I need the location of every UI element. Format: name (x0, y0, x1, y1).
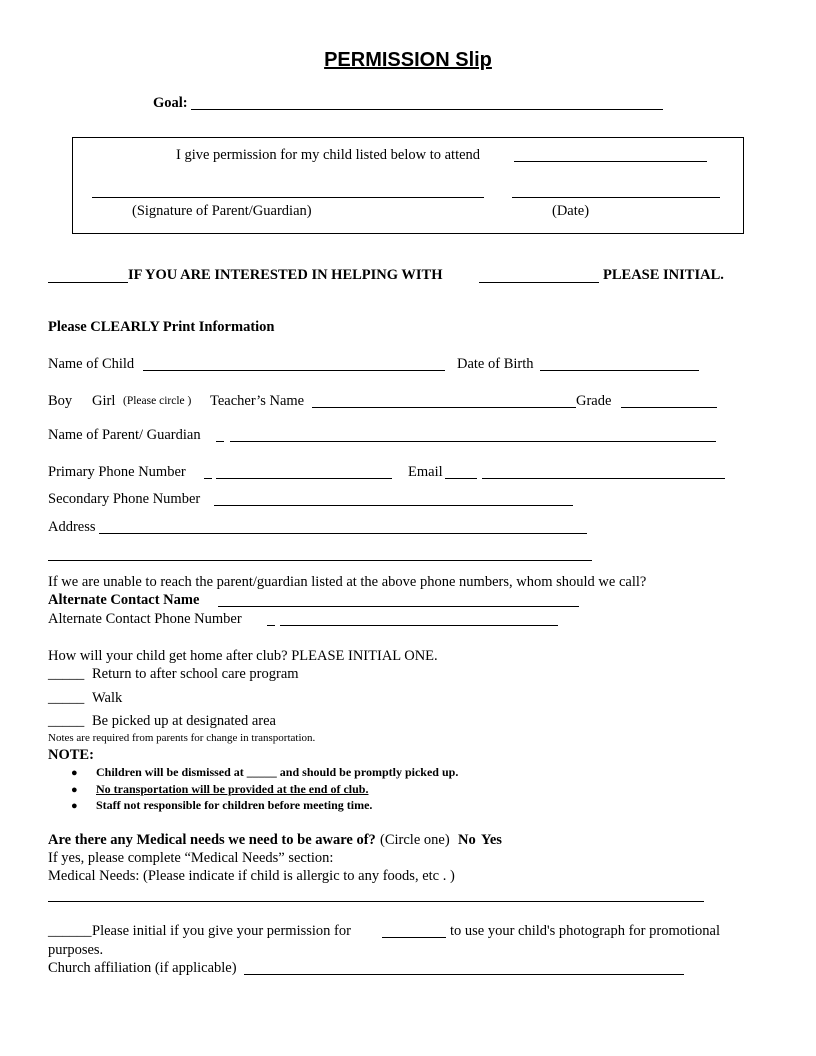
note-bullet-1: Children will be dismissed at _____ and should be promptly picked up. (96, 765, 459, 779)
medical-circle-one: (Circle one) (380, 832, 450, 848)
grade-field[interactable] (621, 407, 717, 408)
parent-name-field-start (216, 441, 224, 442)
alternate-phone-field[interactable] (280, 625, 558, 626)
email-field[interactable] (482, 478, 725, 479)
note-bullet-2: No transportation will be provided at the end of club. (96, 782, 369, 796)
child-name-label: Name of Child (48, 356, 135, 372)
goal-field[interactable] (191, 109, 663, 110)
bullet-icon: ● (71, 784, 78, 796)
parent-name-field[interactable] (230, 441, 716, 442)
primary-phone-field[interactable] (216, 478, 392, 479)
print-heading: Please CLEARLY Print Information (48, 319, 275, 335)
email-label: Email (408, 464, 443, 480)
transport-option-1-blank[interactable]: _____ (48, 666, 85, 682)
medical-no-option[interactable]: No (458, 832, 476, 848)
interest-initial-field[interactable] (48, 282, 128, 283)
medical-yes-option[interactable]: Yes (481, 832, 502, 848)
alternate-phone-label: Alternate Contact Phone Number (48, 611, 242, 627)
grade-label: Grade (576, 393, 612, 409)
dob-label: Date of Birth (457, 356, 534, 372)
event-field[interactable] (514, 161, 707, 162)
signature-label: (Signature of Parent/Guardian) (132, 203, 312, 219)
teacher-field[interactable] (312, 407, 576, 408)
date-field[interactable] (512, 197, 720, 198)
interest-activity-field[interactable] (479, 282, 599, 283)
photo-text-1: Please initial if you give your permission for (92, 923, 351, 939)
email-field-start (445, 478, 477, 479)
church-field[interactable] (244, 974, 684, 975)
secondary-phone-label: Secondary Phone Number (48, 491, 201, 507)
secondary-phone-field[interactable] (214, 505, 573, 506)
alternate-question: If we are unable to reach the parent/guardian listed at the above phone numbers, whom should we call? (48, 574, 647, 590)
child-name-field[interactable] (143, 370, 445, 371)
transport-option-2-blank[interactable]: _____ (48, 690, 85, 706)
medical-question: Are there any Medical needs we need to be aware of? (48, 832, 376, 848)
church-label: Church affiliation (if applicable) (48, 960, 237, 976)
transport-option-1: Return to after school care program (92, 666, 299, 682)
girl-option[interactable]: Girl (92, 393, 116, 409)
address-field-line-2[interactable] (48, 560, 592, 561)
teacher-label: Teacher’s Name (210, 393, 305, 409)
date-label: (Date) (552, 203, 590, 219)
note-heading: NOTE: (48, 747, 94, 763)
interest-initial-label: PLEASE INITIAL. (603, 267, 724, 283)
signature-field[interactable] (92, 197, 484, 198)
please-circle-note: (Please circle ) (123, 395, 192, 407)
transport-question: How will your child get home after club? PLEASE INITIAL ONE. (48, 648, 438, 664)
primary-phone-label: Primary Phone Number (48, 464, 186, 480)
transport-option-2: Walk (92, 690, 123, 706)
alternate-name-label: Alternate Contact Name (48, 592, 200, 608)
transport-option-3-blank[interactable]: _____ (48, 713, 85, 729)
note-bullet-3: Staff not responsible for children before meeting time. (96, 798, 373, 812)
parent-name-label: Name of Parent/ Guardian (48, 427, 201, 443)
permission-statement: I give permission for my child listed below to attend (176, 147, 481, 163)
page-title: PERMISSION Slip (324, 49, 492, 71)
address-field-line-1[interactable] (99, 533, 587, 534)
photo-initial-blank[interactable]: ______ (48, 923, 92, 939)
address-label: Address (48, 519, 96, 535)
photo-text-3: purposes. (48, 942, 104, 958)
boy-option[interactable]: Boy (48, 393, 73, 409)
medical-needs-label: Medical Needs: (Please indicate if child is allergic to any foods, etc . ) (48, 868, 455, 884)
alternate-name-field[interactable] (218, 606, 579, 607)
photo-text-2: to use your child's photograph for promotional (450, 923, 721, 939)
dob-field[interactable] (540, 370, 699, 371)
primary-phone-field-start (204, 478, 212, 479)
alternate-phone-field-start (267, 625, 275, 626)
interest-text: IF YOU ARE INTERESTED IN HELPING WITH (128, 267, 443, 283)
photo-org-field[interactable] (382, 937, 446, 938)
medical-needs-field[interactable] (48, 901, 704, 902)
goal-label: Goal: (153, 95, 188, 111)
medical-if-yes: If yes, please complete “Medical Needs” section: (48, 850, 334, 866)
bullet-icon: ● (71, 767, 78, 779)
bullet-icon: ● (71, 800, 78, 812)
transport-note: Notes are required from parents for change in transportation. (48, 732, 316, 744)
transport-option-3: Be picked up at designated area (92, 713, 276, 729)
